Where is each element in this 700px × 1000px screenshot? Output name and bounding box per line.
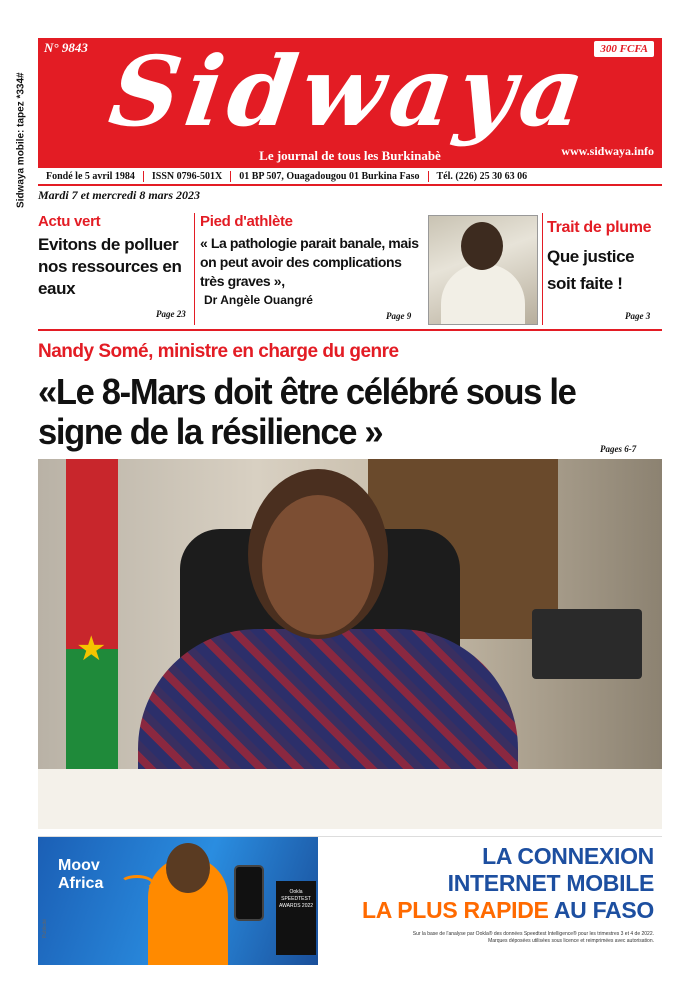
ad-slogan: LA CONNEXION INTERNET MOBILE LA PLUS RAPIDE AU FASO [361,843,654,923]
issn: ISSN 0796-501X [144,171,231,182]
lead-pages: Pages 6-7 [600,444,637,454]
teaser-page: Page 9 [386,311,412,321]
teaser-category: Pied d'athlète [200,213,293,230]
teaser-title: Que justice soit faite ! [547,247,635,293]
website-link[interactable]: www.sidwaya.info [561,144,654,158]
info-bar [38,168,662,186]
section-divider [38,329,662,331]
issue-number: N° 9843 [44,40,88,55]
teaser-category: Actu vert [38,213,101,230]
teaser-page: Page 3 [625,311,651,321]
teaser-actu-vert[interactable] [38,213,188,325]
minister-photo [38,459,662,829]
teaser-title: « La pathologie parait banale, mais on peut avoir des complications très graves », [200,235,419,289]
printer [532,609,642,679]
mobile-shortcode-strip: Sidwaya mobile: tapez *334# [15,72,27,208]
speedtest-award-badge: Ookla SPEEDTEST AWARDS 2022 [276,881,316,955]
column-divider [542,213,543,325]
newspaper-logo: Sidwaya [103,35,597,148]
lead-kicker: Nandy Somé, ministre en charge du genre [38,341,399,362]
slogan: Le journal de tous les Burkinabè [259,148,441,163]
column-divider [194,213,195,325]
teaser-title: Evitons de polluer nos ressources en eaux [38,235,182,298]
issue-date: Mardi 7 et mercredi 8 mars 2023 [38,188,200,202]
ad-fine-print: Sur la base de l'analyse par Ookla® des données Speedtest Intelligence® pour les trimestres 3 et 4 de 2022. Marques déposées utilisées sous licence et reimprimées avec autorisation. [412,931,654,944]
ad-visual [38,837,318,965]
ad-label: Publicité [42,919,48,938]
moov-africa-ad[interactable] [38,836,662,964]
teaser-pied-athlete[interactable] [200,213,425,325]
doctor-portrait-photo [428,215,538,325]
phone-icon [234,865,264,921]
burkina-flag [66,459,118,649]
price-badge: 300 FCFA [594,41,654,57]
founded-date: Fondé le 5 avril 1984 [38,171,144,182]
postal-address: 01 BP 507, Ouagadougou 01 Burkina Faso [231,171,428,182]
phone-number: Tél. (226) 25 30 63 06 [436,170,528,182]
teaser-category: Trait de plume [547,219,652,236]
teaser-author: Dr Angèle Ouangré [204,293,313,307]
masthead [38,35,662,168]
teaser-trait-de-plume[interactable] [547,213,662,325]
star-icon: ★ [76,630,107,668]
lead-headline[interactable]: «Le 8-Mars doit être célébré sous le signe de la résilience » [38,371,576,452]
teaser-page: Page 23 [156,309,186,319]
moov-africa-logo: Moov Africa [58,857,103,893]
